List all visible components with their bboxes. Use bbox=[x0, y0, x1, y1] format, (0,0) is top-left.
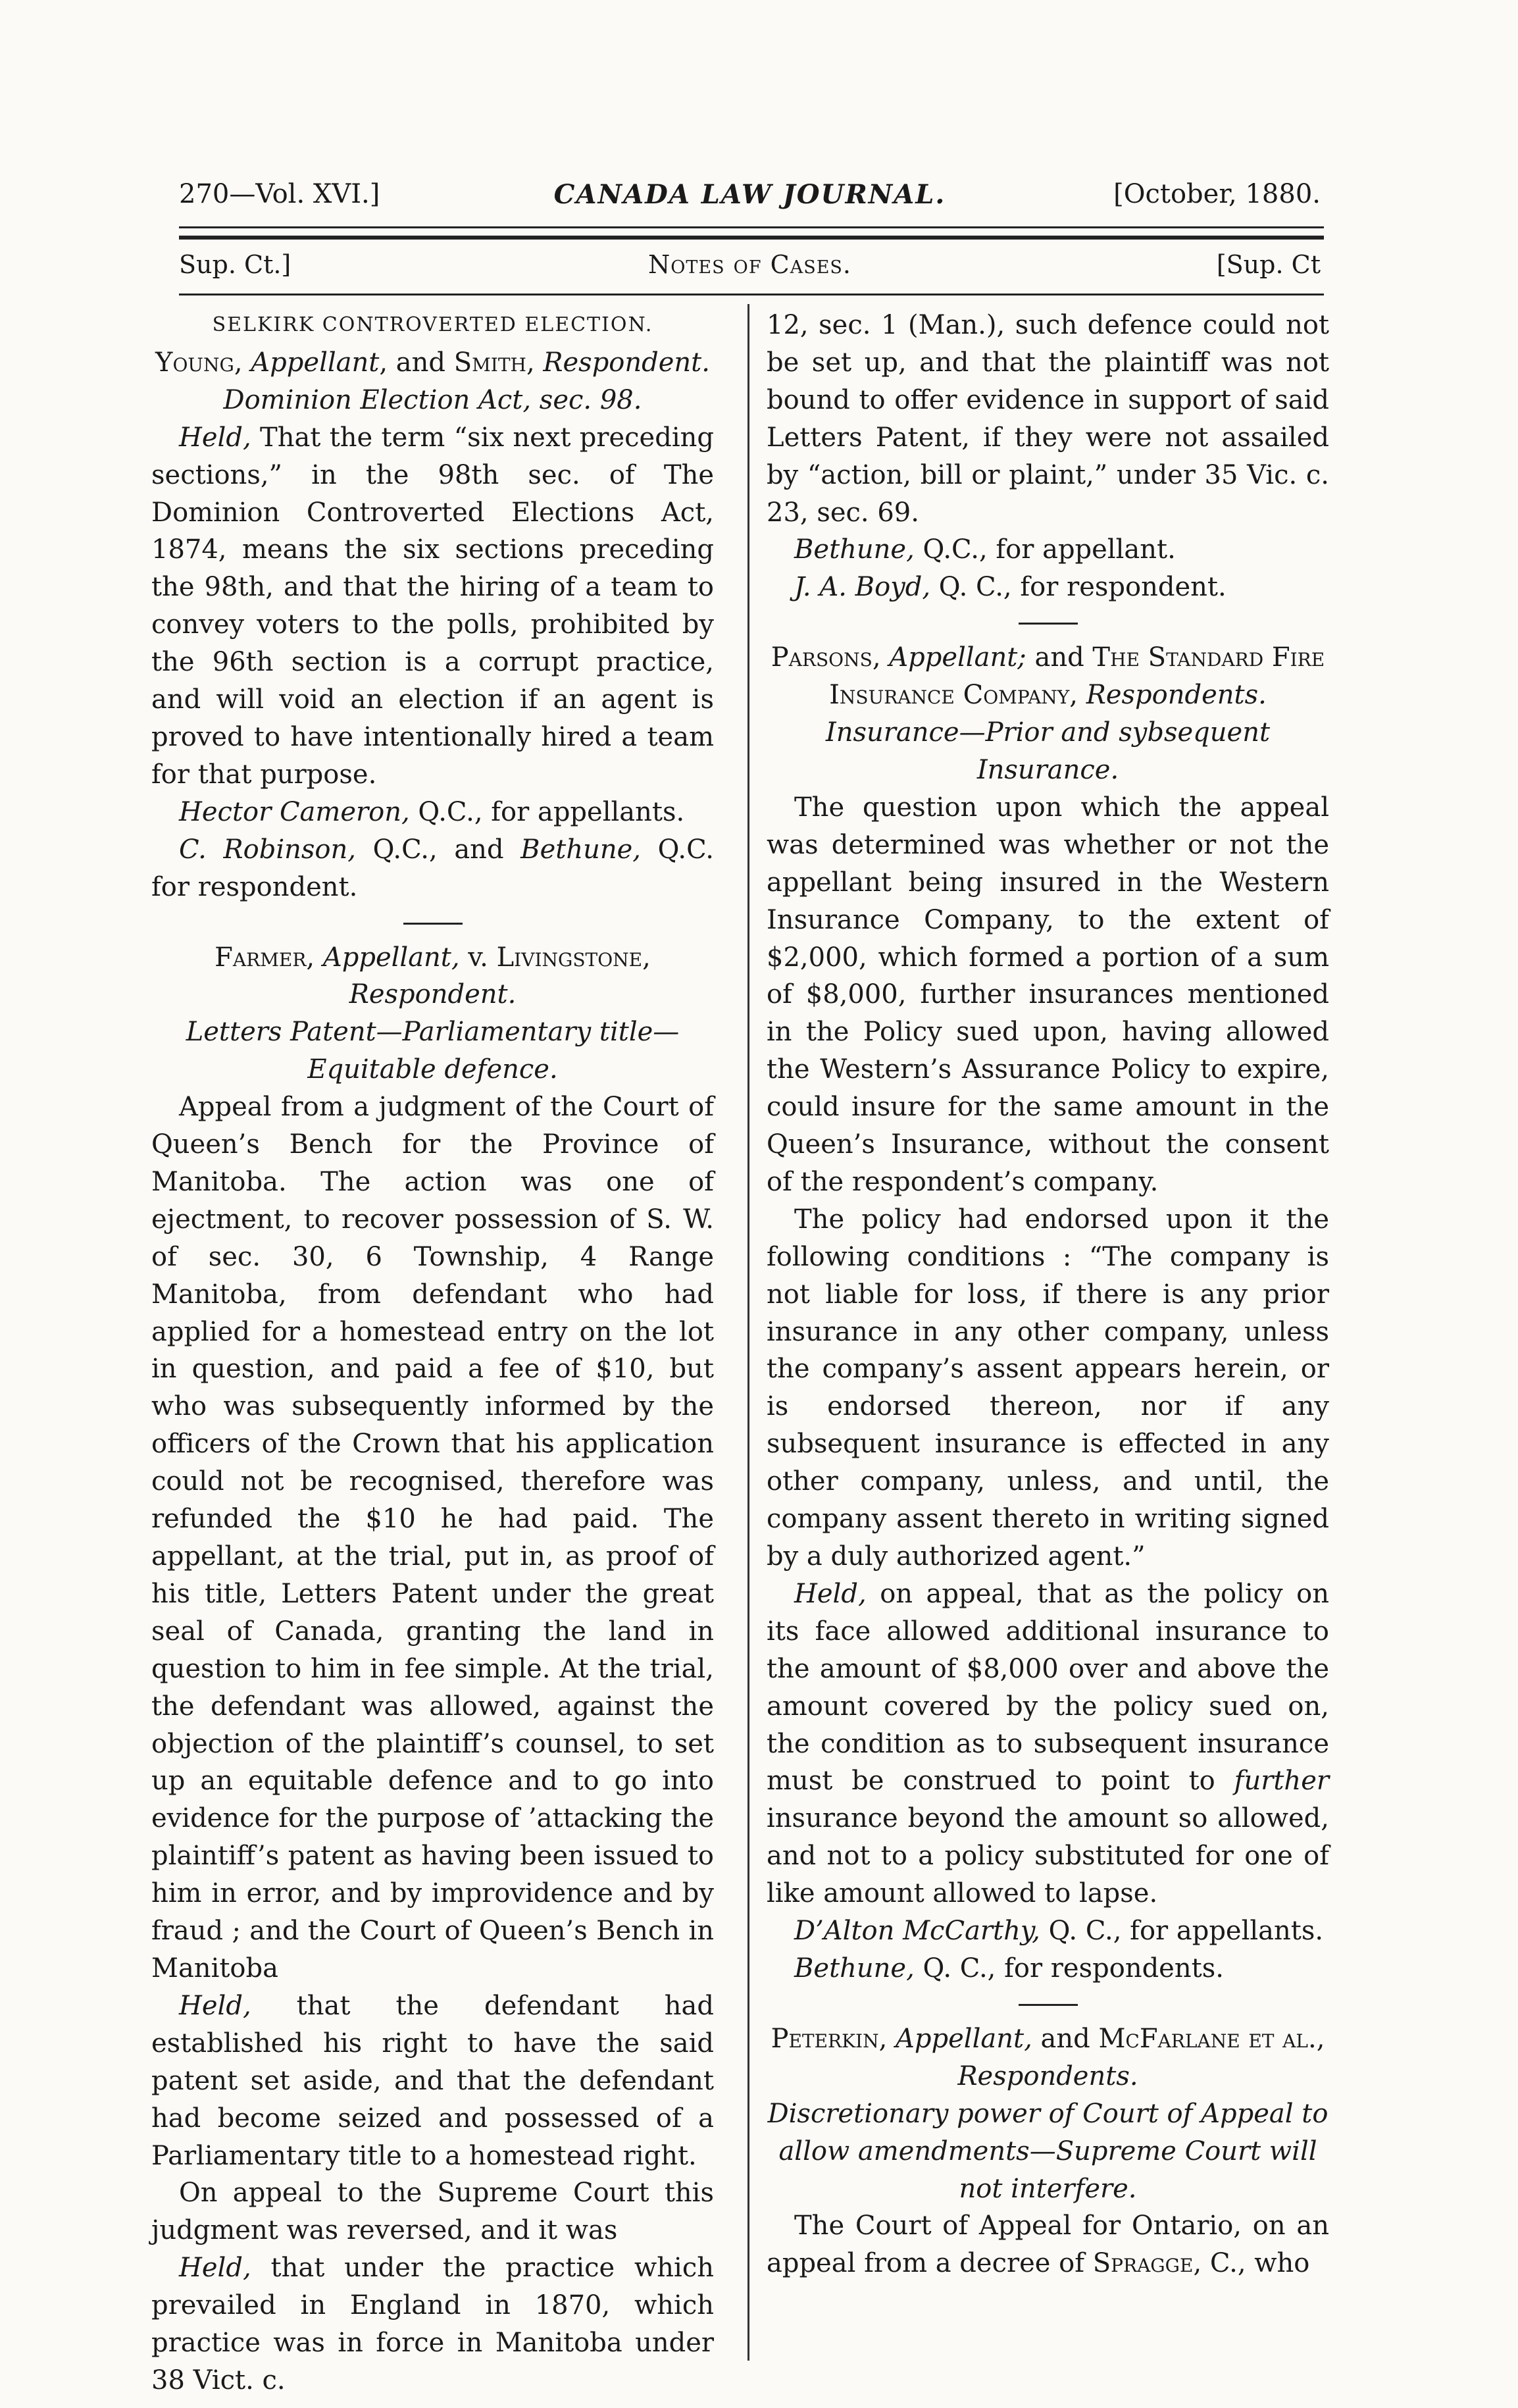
page-volume: 270—Vol. XVI.] bbox=[179, 179, 380, 209]
case-title-selkirk: SELKIRK CONTROVERTED ELECTION. bbox=[212, 313, 653, 336]
case-subject-election-act: Dominion Election Act, sec. 98. bbox=[223, 384, 642, 415]
case-subject-discretionary-power: Discretionary power of Court of Appeal to allow amendments—Supreme Court will not interfere. bbox=[767, 2098, 1328, 2204]
court-left: Sup. Ct.] bbox=[179, 250, 291, 279]
counsel-appellants-selkirk: Hector Cameron, Q.C., for appellants. bbox=[179, 796, 685, 827]
counsel-respondent-farmer: J. A. Boyd, Q. C., for respondent. bbox=[794, 572, 1227, 603]
case-parties-farmer-livingstone: Farmer, Appellant, v. Livingstone, Respondent. bbox=[215, 942, 651, 1010]
case-question-parsons: The question upon which the appeal was determined was whether or not the appellant being insured in the Western Insurance Company, to the extent of $2,000, which formed a portion of a sum of $8,000, further insurances mentioned in the Policy sued upon, having allowed the Western’s Assurance Policy to expire, could insure for the same amount in the Queen’s Insurance, without the consent of the respondent’s company. bbox=[767, 792, 1329, 1197]
case-holding-parsons: Held, on appeal, that as the policy on its face allowed additional insurance to the amount of $8,000 over and above the amount covered by the policy sued on, the condition as to subsequent insurance must be construed to point to further insurance beyond the amount so allowed, and not to a policy substituted for one of like amount allowed to lapse. bbox=[767, 1578, 1329, 1909]
case-holding-farmer-continued: 12, sec. 1 (Man.), such defence could not be set up, and that the plaintiff was not bound to offer evidence in support of said Letters Patent, if they were not assailed by “action, bill or plaint,” under 35 Vic. c. 23, sec. 69. bbox=[767, 310, 1329, 528]
case-separator bbox=[403, 923, 463, 925]
section-title: Notes of Cases. bbox=[648, 250, 851, 279]
subheader-rule bbox=[179, 294, 1324, 295]
left-column bbox=[151, 307, 715, 2395]
header-rule-thick bbox=[179, 236, 1324, 240]
journal-title: CANADA LAW JOURNAL. bbox=[553, 179, 946, 210]
column-divider bbox=[747, 304, 749, 2361]
case-holding-farmer-2: Held, that under the practice which prevailed in England in 1870, which practice was in force in Manitoba under 38 Vict. c. bbox=[151, 2253, 714, 2395]
section-header bbox=[179, 250, 1321, 283]
case-separator bbox=[1019, 2004, 1078, 2006]
counsel-appellants-parsons: D’Alton McCarthy, Q. C., for appellants. bbox=[794, 1916, 1324, 1947]
case-subject-letters-patent: Letters Patent—Parliamentary title—Equitable defence. bbox=[186, 1017, 680, 1085]
case-facts-peterkin: The Court of Appeal for Ontario, on an appeal from a decree of Spragge, C., who bbox=[767, 2211, 1329, 2279]
case-policy-conditions: The policy had endorsed upon it the following conditions : “The company is not liable for loss, if there is any prior insurance in any other company, unless the company’s assent appears herein, or is endorsed thereon, nor if any subsequent insurance is effected in any other company, unless, and until, the company assent thereto in writing signed by a duly authorized agent.” bbox=[767, 1204, 1329, 1572]
counsel-respondent-selkirk: C. Robinson, Q.C., and Bethune, Q.C. for respondent. bbox=[151, 834, 715, 902]
case-parties-young-smith: Young, Appellant, and Smith, Respondent. bbox=[155, 347, 710, 378]
case-appeal-farmer: On appeal to the Supreme Court this judgment was reversed, and it was bbox=[151, 2178, 714, 2246]
issue-date: [October, 1880. bbox=[1113, 179, 1321, 209]
court-right: [Sup. Ct bbox=[1216, 250, 1321, 279]
case-parties-peterkin: Peterkin, Appellant, and McFarlane et al., Respondents. bbox=[771, 2023, 1325, 2091]
case-separator bbox=[1019, 623, 1078, 625]
counsel-appellant-farmer: Bethune, Q.C., for appellant. bbox=[794, 534, 1176, 565]
right-column bbox=[767, 307, 1329, 2360]
counsel-respondents-parsons: Bethune, Q. C., for respondents. bbox=[794, 1953, 1224, 1984]
running-header bbox=[179, 172, 1321, 212]
case-facts-farmer: Appeal from a judgment of the Court of Queen’s Bench for the Province of Manitoba. The action was one of ejectment, to recover possession of S. W. of sec. 30, 6 Township, 4 Range Manitoba, from defendant who had applied for a homestead entry on the lot in question, and paid a fee of $10, but who was subsequently informed by the officers of the Crown that his application could not be recognised, therefore was refunded the $10 he had paid. The appellant, at the trial, put in, as proof of his title, Letters Patent under the great seal of Canada, granting the land in question to him in fee simple. At the trial, the defendant was allowed, against the objection of the plaintiff’s counsel, to set up an equitable defence and to go into evidence for the purpose of ’attacking the plaintiff’s patent as having been issued to him in error, and by improvidence and by fraud ; and the Court of Queen’s Bench in Manitoba bbox=[151, 1092, 714, 1984]
header-rule-thin bbox=[179, 226, 1324, 228]
case-holding-selkirk: Held, That the term “six next preceding sections,” in the 98th sec. of The Dominion Controverted Elections Act, 1874, means the six sections preceding the 98th, and that the hiring of a team to convey voters to the polls, prohibited by the 96th section is a corrupt practice, and will void an election if an agent is proved to have intentionally hired a team for that purpose. bbox=[151, 422, 714, 790]
case-parties-parsons: Parsons, Appellant; and The Standard Fire Insurance Company, Respondents. bbox=[771, 642, 1325, 711]
case-holding-farmer-1: Held, that the defendant had established his right to have the said patent set aside, and that the defendant had become seized and possessed of a Parliamentary title to a homestead right. bbox=[151, 1990, 714, 2171]
case-subject-insurance: Insurance—Prior and sybsequent Insurance. bbox=[825, 717, 1271, 785]
